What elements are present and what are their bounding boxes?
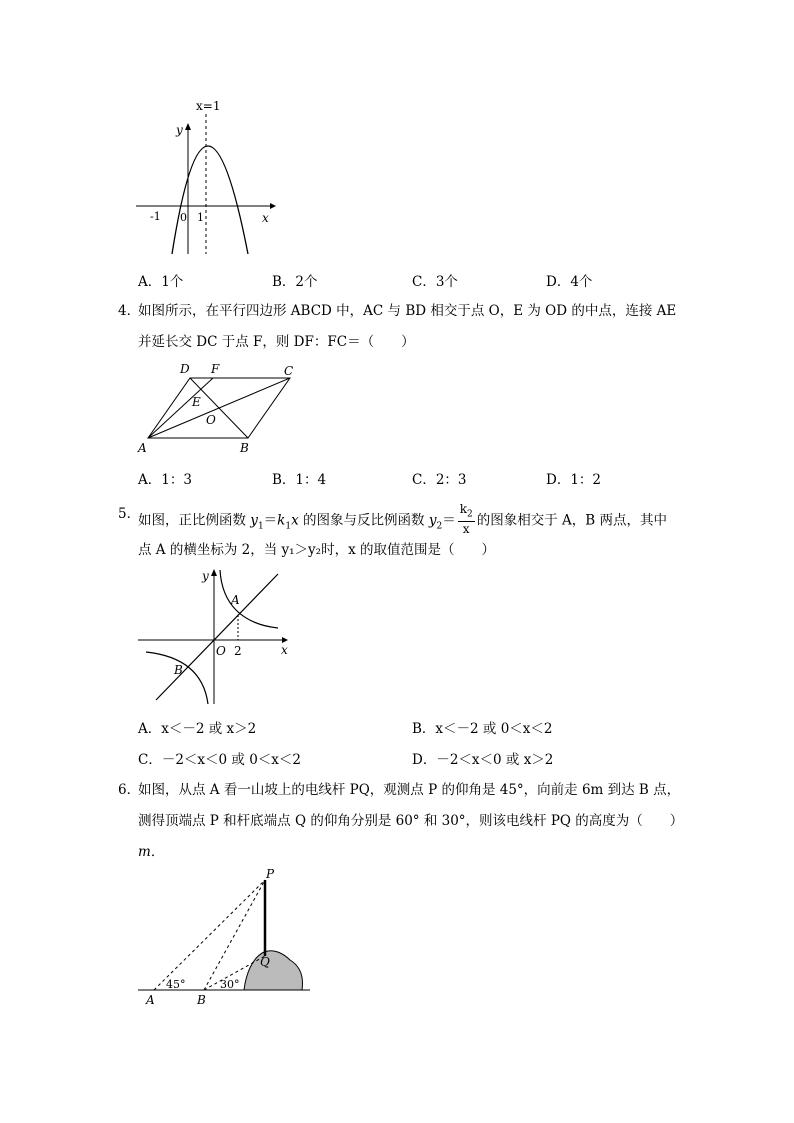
q6-pole-figure (134, 862, 314, 1010)
label-a: A (231, 593, 240, 607)
label-b: B (174, 663, 183, 677)
tick-2: 2 (234, 644, 242, 658)
tick-0: 0 (180, 211, 187, 224)
vline-label: x=1 (196, 99, 221, 113)
q6-text-line3: m． (138, 844, 165, 860)
label-a: A (146, 993, 155, 1007)
x-axis-label: x (262, 211, 269, 225)
label-f: F (211, 362, 220, 376)
q4-option-a: A．1：3 (138, 472, 192, 488)
label-b: B (197, 993, 206, 1007)
q5-option-c: C．－2＜x＜0 或 0＜x＜2 (138, 752, 301, 768)
q5-functions-figure (132, 564, 297, 706)
q3-option-d: D．4个 (546, 274, 593, 290)
q5-y2: y (428, 512, 437, 529)
q6-number: 6． (118, 782, 141, 798)
q5-text-line2: 点 A 的横坐标为 2，当 y₁＞y₂时，x 的取值范围是（ ） (138, 542, 495, 558)
q4-option-c: C．2：3 (412, 472, 467, 488)
x-axis-label: x (281, 643, 288, 657)
label-a: A (138, 441, 147, 455)
q5-x1: x (291, 512, 299, 529)
q5-option-d: D．－2＜x＜0 或 x＞2 (412, 752, 554, 768)
q5-k1: k (277, 512, 286, 529)
q5-y2-sub: 2 (436, 521, 443, 532)
label-q: Q (260, 955, 270, 969)
q4-option-d: D．1：2 (546, 472, 602, 488)
y-axis-label: y (176, 123, 183, 137)
q6-text-line2: 测得顶端点 P 和杆底端点 Q 的仰角分别是 60° 和 30°，则该电线杆 PQ 的高度为（ ） (138, 813, 684, 829)
label-o: O (206, 413, 216, 427)
angle-45: 45° (166, 978, 186, 991)
segment-af (148, 378, 213, 438)
q4-option-b: B．1：4 (272, 472, 327, 488)
q6-text-line1: 如图，从点 A 看一山坡上的电线杆 PQ，观测点 P 的仰角是 45°，向前走 6m 到达 B 点， (138, 782, 681, 798)
label-c: C (284, 364, 294, 378)
angle-30: 30° (220, 978, 240, 991)
q5-eq2: ＝ (442, 512, 456, 529)
proportional-line (156, 574, 278, 700)
q4-parallelogram-figure (134, 358, 304, 458)
tick-1: 1 (197, 211, 204, 224)
q5-text-c: 的图象相交于 A，B 两点，其中 (476, 512, 667, 529)
q5-eq1: ＝ (263, 512, 278, 529)
label-b: B (240, 441, 249, 455)
x-axis-arrow (270, 203, 276, 209)
q5-frac-den: x (462, 522, 470, 537)
y-axis-label: y (202, 569, 209, 583)
label-d: D (180, 362, 190, 376)
label-o: O (216, 644, 226, 658)
q5-y1: y (250, 512, 258, 529)
label-p: P (266, 867, 275, 881)
q5-y1-sub: 1 (257, 521, 264, 532)
hill-shape (244, 951, 303, 990)
q3-option-c: C．3个 (412, 274, 458, 290)
q5-fraction (458, 502, 475, 536)
q5-option-b: B．x＜－2 或 0＜x＜2 (412, 721, 553, 737)
q3-option-b: B．2个 (272, 274, 318, 290)
q5-number: 5． (118, 506, 141, 522)
q5-text-b: 的图象与反比例函数 (298, 512, 429, 529)
q3-parabola-figure (130, 96, 280, 261)
q5-frac-num: $k_2$ (458, 502, 475, 522)
q4-number: 4． (118, 303, 141, 319)
q5-k1-sub: 1 (285, 521, 292, 532)
y-axis-arrow (185, 123, 191, 130)
label-e: E (192, 395, 201, 409)
q5-text-a: 如图，正比例函数 (138, 512, 251, 529)
q4-text-line1: 如图所示，在平行四边形 ABCD 中，AC 与 BD 相交于点 O，E 为 OD 的中点，连接 AE (138, 303, 677, 319)
hyperbola-branch-1 (220, 570, 278, 628)
y-axis-arrow (211, 569, 217, 576)
q5-text-line1 (138, 504, 667, 538)
q5-option-a: A．x＜－2 或 x＞2 (138, 721, 257, 737)
tick-neg1: -1 (150, 210, 161, 223)
parabola-curve (172, 146, 248, 254)
q3-option-a: A．1个 (138, 274, 184, 290)
q4-text-line2: 并延长交 DC 于点 F，则 DF：FC＝（ ） (138, 334, 415, 350)
